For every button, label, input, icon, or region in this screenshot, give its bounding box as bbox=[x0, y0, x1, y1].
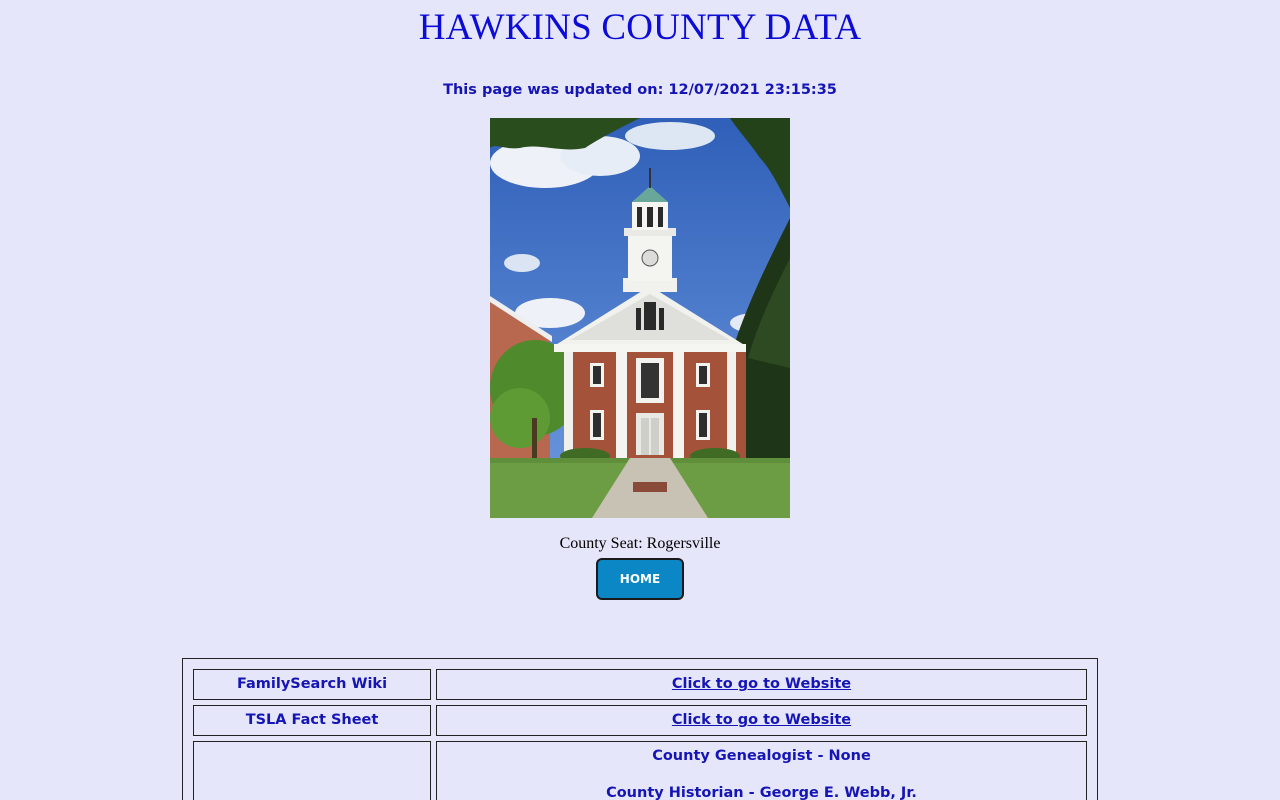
contacts-cell bbox=[436, 741, 1087, 800]
page-title: HAWKINS COUNTY DATA bbox=[418, 7, 862, 48]
resource-label-familysearch: FamilySearch Wiki bbox=[193, 669, 431, 700]
contacts-label-cell bbox=[193, 741, 431, 800]
familysearch-website-link[interactable]: Click to go to Website bbox=[671, 676, 852, 692]
updated-timestamp: This page was updated on: 12/07/2021 23:15:35 bbox=[443, 82, 837, 98]
resource-link-cell bbox=[436, 705, 1087, 736]
tsla-website-link[interactable]: Click to go to Website bbox=[671, 712, 852, 728]
resource-label-tsla: TSLA Fact Sheet bbox=[193, 705, 431, 736]
resources-table bbox=[182, 658, 1098, 800]
county-seat: County Seat: Rogersville bbox=[559, 535, 721, 552]
courthouse-photo bbox=[490, 118, 790, 518]
county-historian: County Historian - George E. Webb, Jr. bbox=[606, 785, 917, 800]
resource-link-cell bbox=[436, 669, 1087, 700]
county-genealogist: County Genealogist - None bbox=[652, 748, 871, 764]
home-button[interactable]: HOME bbox=[596, 558, 684, 600]
